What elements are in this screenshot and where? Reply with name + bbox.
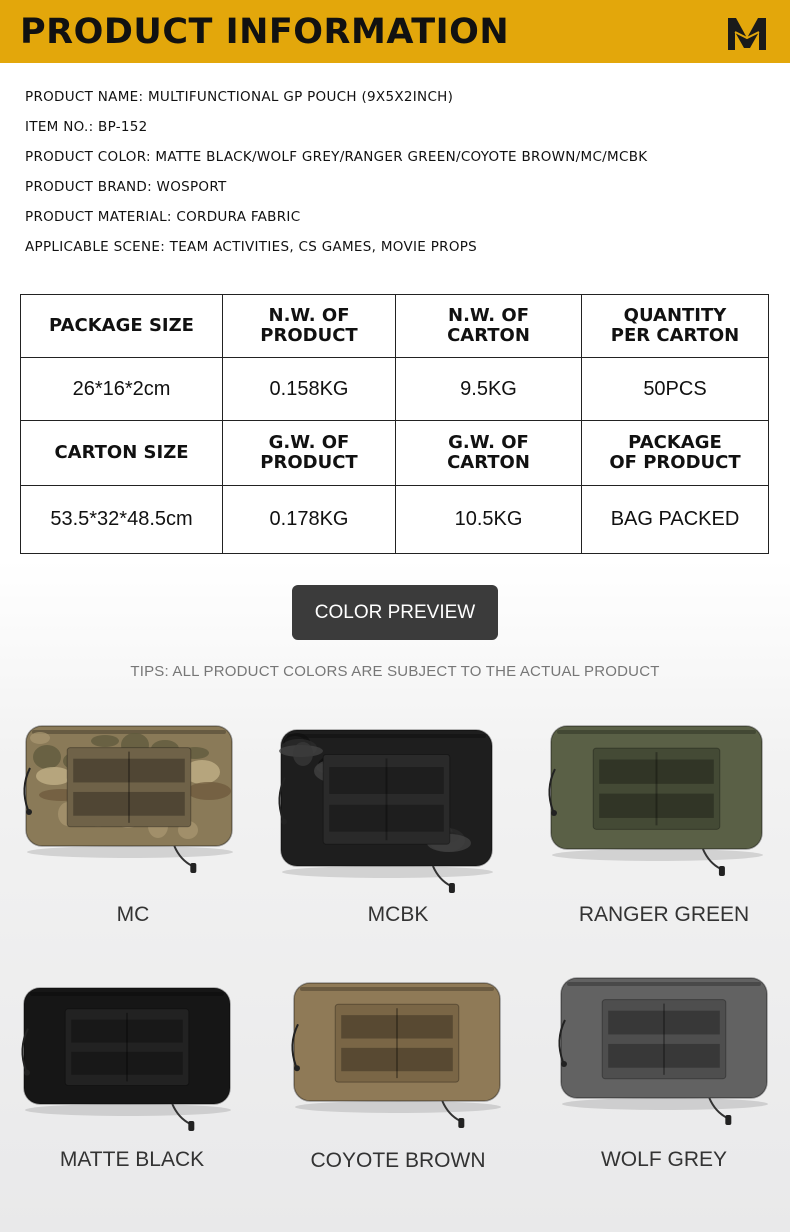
color-label-mc: MC: [116, 903, 150, 926]
header-nw-product: N.W. OF PRODUCT: [223, 295, 396, 358]
pouch-matte-black-image: [8, 980, 248, 1138]
header-nw-carton: N.W. OF CARTON: [396, 295, 582, 358]
header-package-of-product: PACKAGE OF PRODUCT: [582, 421, 769, 485]
color-label-ranger-green: RANGER GREEN: [578, 903, 750, 926]
table-row: [21, 485, 769, 553]
table-row: [21, 421, 769, 485]
pouch-mcbk-image: [265, 722, 510, 900]
color-label-coyote-brown: COYOTE BROWN: [310, 1149, 486, 1172]
pouch-mc-image: [10, 718, 250, 880]
header-carton-size: CARTON SIZE: [21, 421, 223, 485]
page-title: PRODUCT INFORMATION: [20, 12, 510, 52]
header-gw-carton: G.W. OF CARTON: [396, 421, 582, 485]
value-nw-product: 0.158KG: [223, 358, 396, 421]
tips-text: TIPS: ALL PRODUCT COLORS ARE SUBJECT TO THE ACTUAL PRODUCT: [130, 663, 660, 680]
value-carton-size: 53.5*32*48.5cm: [21, 485, 223, 553]
color-label-mcbk: MCBK: [367, 903, 429, 926]
color-preview-button[interactable]: COLOR PREVIEW: [292, 585, 498, 640]
info-product-material: PRODUCT MATERIAL: CORDURA FABRIC: [25, 209, 301, 225]
value-nw-carton: 9.5KG: [396, 358, 582, 421]
header-quantity-per-carton: QUANTITY PER CARTON: [582, 295, 769, 358]
value-quantity-per-carton: 50PCS: [582, 358, 769, 421]
value-package-of-product: BAG PACKED: [582, 485, 769, 553]
pouch-coyote-brown-image: [278, 975, 518, 1135]
pouch-wolf-grey-image: [545, 970, 785, 1132]
product-info-list: [25, 89, 647, 269]
value-gw-carton: 10.5KG: [396, 485, 582, 553]
color-label-matte-black: MATTE BLACK: [59, 1148, 205, 1171]
color-label-wolf-grey: WOLF GREY: [600, 1148, 727, 1171]
info-applicable-scene: APPLICABLE SCENE: TEAM ACTIVITIES, CS GAMES, MOVIE PROPS: [25, 239, 478, 255]
table-row: [21, 358, 769, 421]
table-row: [21, 295, 769, 358]
header-banner: [0, 0, 790, 63]
info-product-name: PRODUCT NAME: MULTIFUNCTIONAL GP POUCH (9X5X2INCH): [25, 89, 454, 105]
value-package-size: 26*16*2cm: [21, 358, 223, 421]
header-gw-product: G.W. OF PRODUCT: [223, 421, 396, 485]
spec-table: [20, 294, 769, 554]
info-item-no: ITEM NO.: BP-152: [25, 119, 148, 135]
info-product-color: PRODUCT COLOR: MATTE BLACK/WOLF GREY/RANGER GREEN/COYOTE BROWN/MC/MCBK: [25, 149, 648, 165]
header-package-size: PACKAGE SIZE: [21, 295, 223, 358]
info-product-brand: PRODUCT BRAND: WOSPORT: [25, 179, 227, 195]
wosport-logo-icon: [726, 16, 768, 52]
pouch-ranger-green-image: [535, 718, 780, 883]
value-gw-product: 0.178KG: [223, 485, 396, 553]
